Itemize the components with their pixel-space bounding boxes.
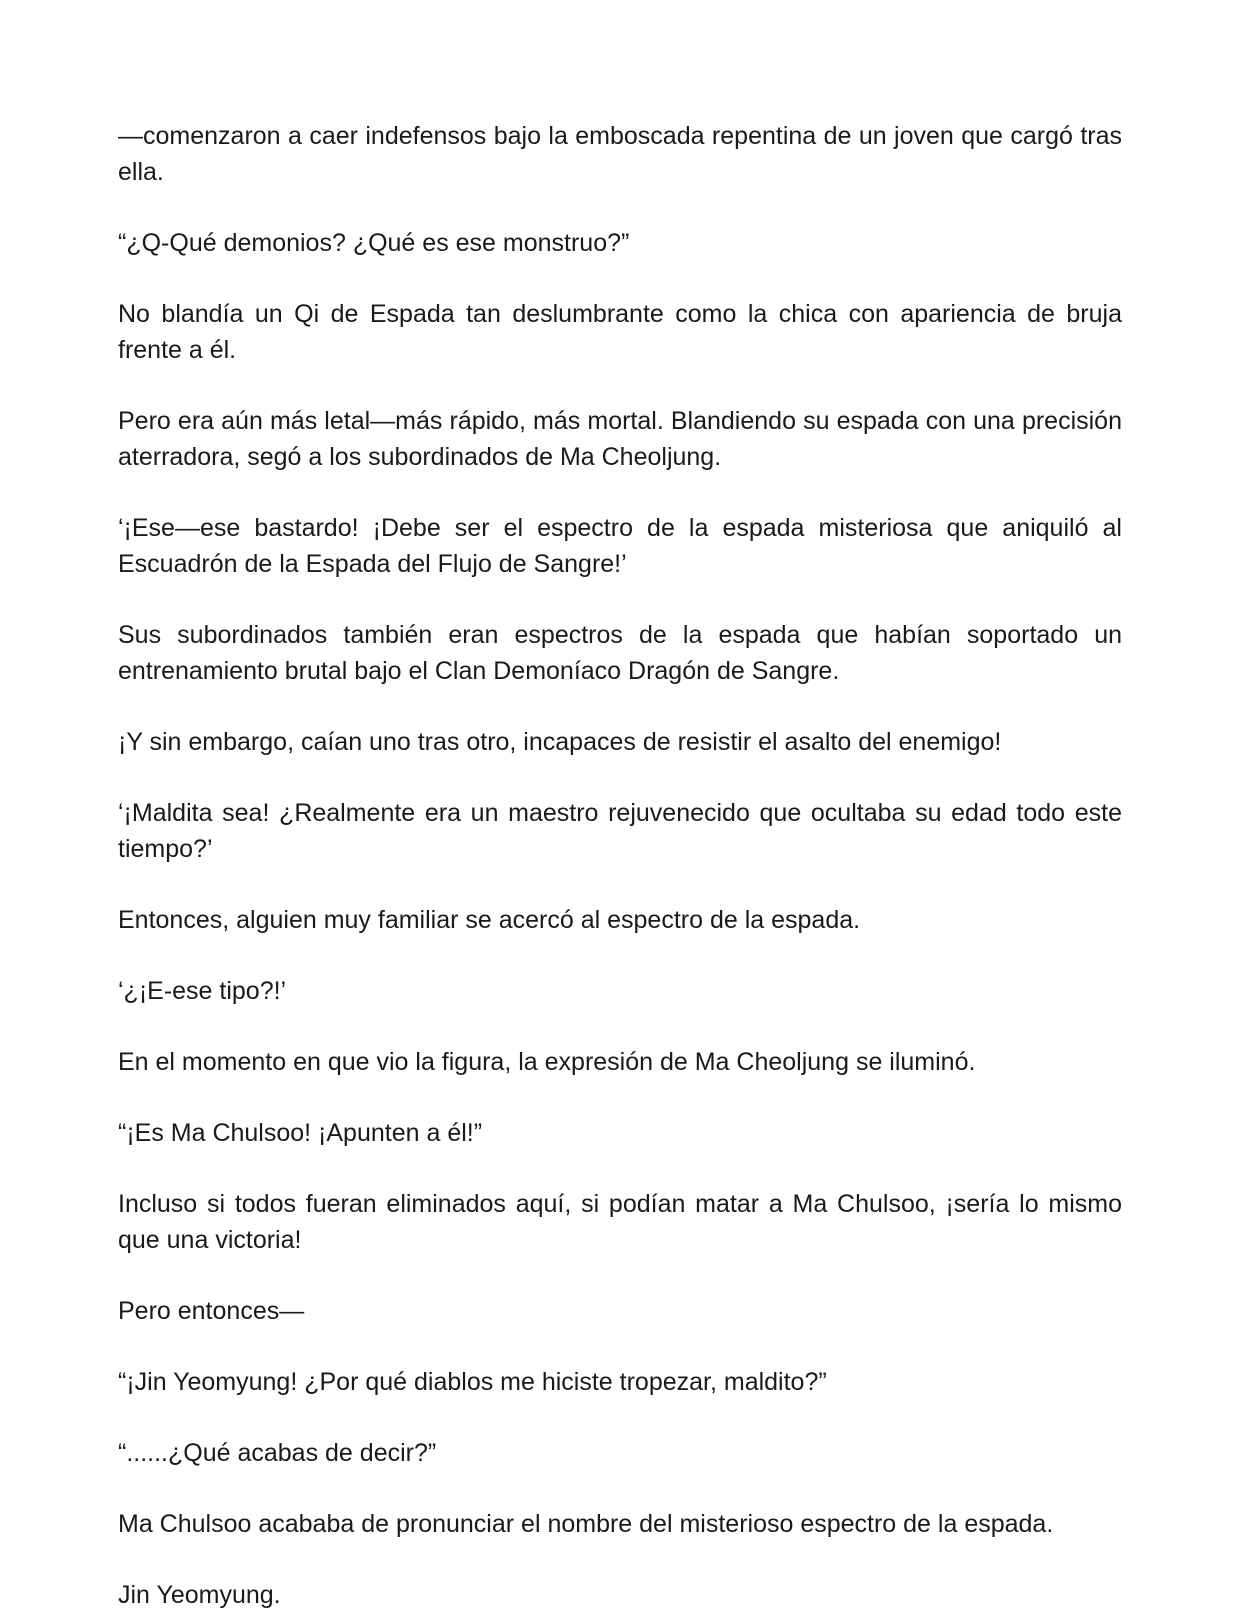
body-text (118, 118, 1122, 1613)
paragraph: En el momento en que vio la figura, la expresión de Ma Cheoljung se iluminó. (118, 1048, 976, 1076)
paragraph: Sus subordinados también eran espectros de la espada que habían soportado un entrenamiento brutal bajo el Clan Demoníaco Dragón de Sangre. (118, 621, 1122, 685)
paragraph: Entonces, alguien muy familiar se acercó al espectro de la espada. (118, 906, 861, 934)
paragraph: ‘¡Ese—ese bastardo! ¡Debe ser el espectro de la espada misteriosa que aniquiló al Escuadrón de la Espada del Flujo de Sangre!’ (118, 514, 1122, 578)
paragraph: ‘¡Maldita sea! ¿Realmente era un maestro rejuvenecido que ocultaba su edad todo este tiempo?’ (118, 799, 1122, 863)
paragraph: Pero entonces— (118, 1297, 305, 1325)
paragraph: Ma Chulsoo acababa de pronunciar el nombre del misterioso espectro de la espada. (118, 1510, 1054, 1538)
paragraph: No blandía un Qi de Espada tan deslumbrante como la chica con apariencia de bruja frente a él. (118, 300, 1122, 364)
paragraph: Incluso si todos fueran eliminados aquí, si podían matar a Ma Chulsoo, ¡sería lo mismo que una victoria! (118, 1190, 1122, 1254)
paragraph: ¡Y sin embargo, caían uno tras otro, incapaces de resistir el asalto del enemigo! (118, 728, 1002, 756)
paragraph: “......¿Qué acabas de decir?” (118, 1439, 437, 1467)
paragraph: —comenzaron a caer indefensos bajo la emboscada repentina de un joven que cargó tras ella. (118, 122, 1122, 186)
paragraph: “¿Q-Qué demonios? ¿Qué es ese monstruo?” (118, 229, 630, 257)
paragraph: Jin Yeomyung. (118, 1581, 281, 1609)
paragraph: ‘¿¡E-ese tipo?!’ (118, 977, 287, 1005)
paragraph: “¡Es Ma Chulsoo! ¡Apunten a él!” (118, 1119, 483, 1147)
paragraph: “¡Jin Yeomyung! ¿Por qué diablos me hiciste tropezar, maldito?” (118, 1368, 827, 1396)
paragraph: Pero era aún más letal—más rápido, más mortal. Blandiendo su espada con una precisión aterradora, segó a los subordinados de Ma Cheoljung. (118, 407, 1122, 471)
